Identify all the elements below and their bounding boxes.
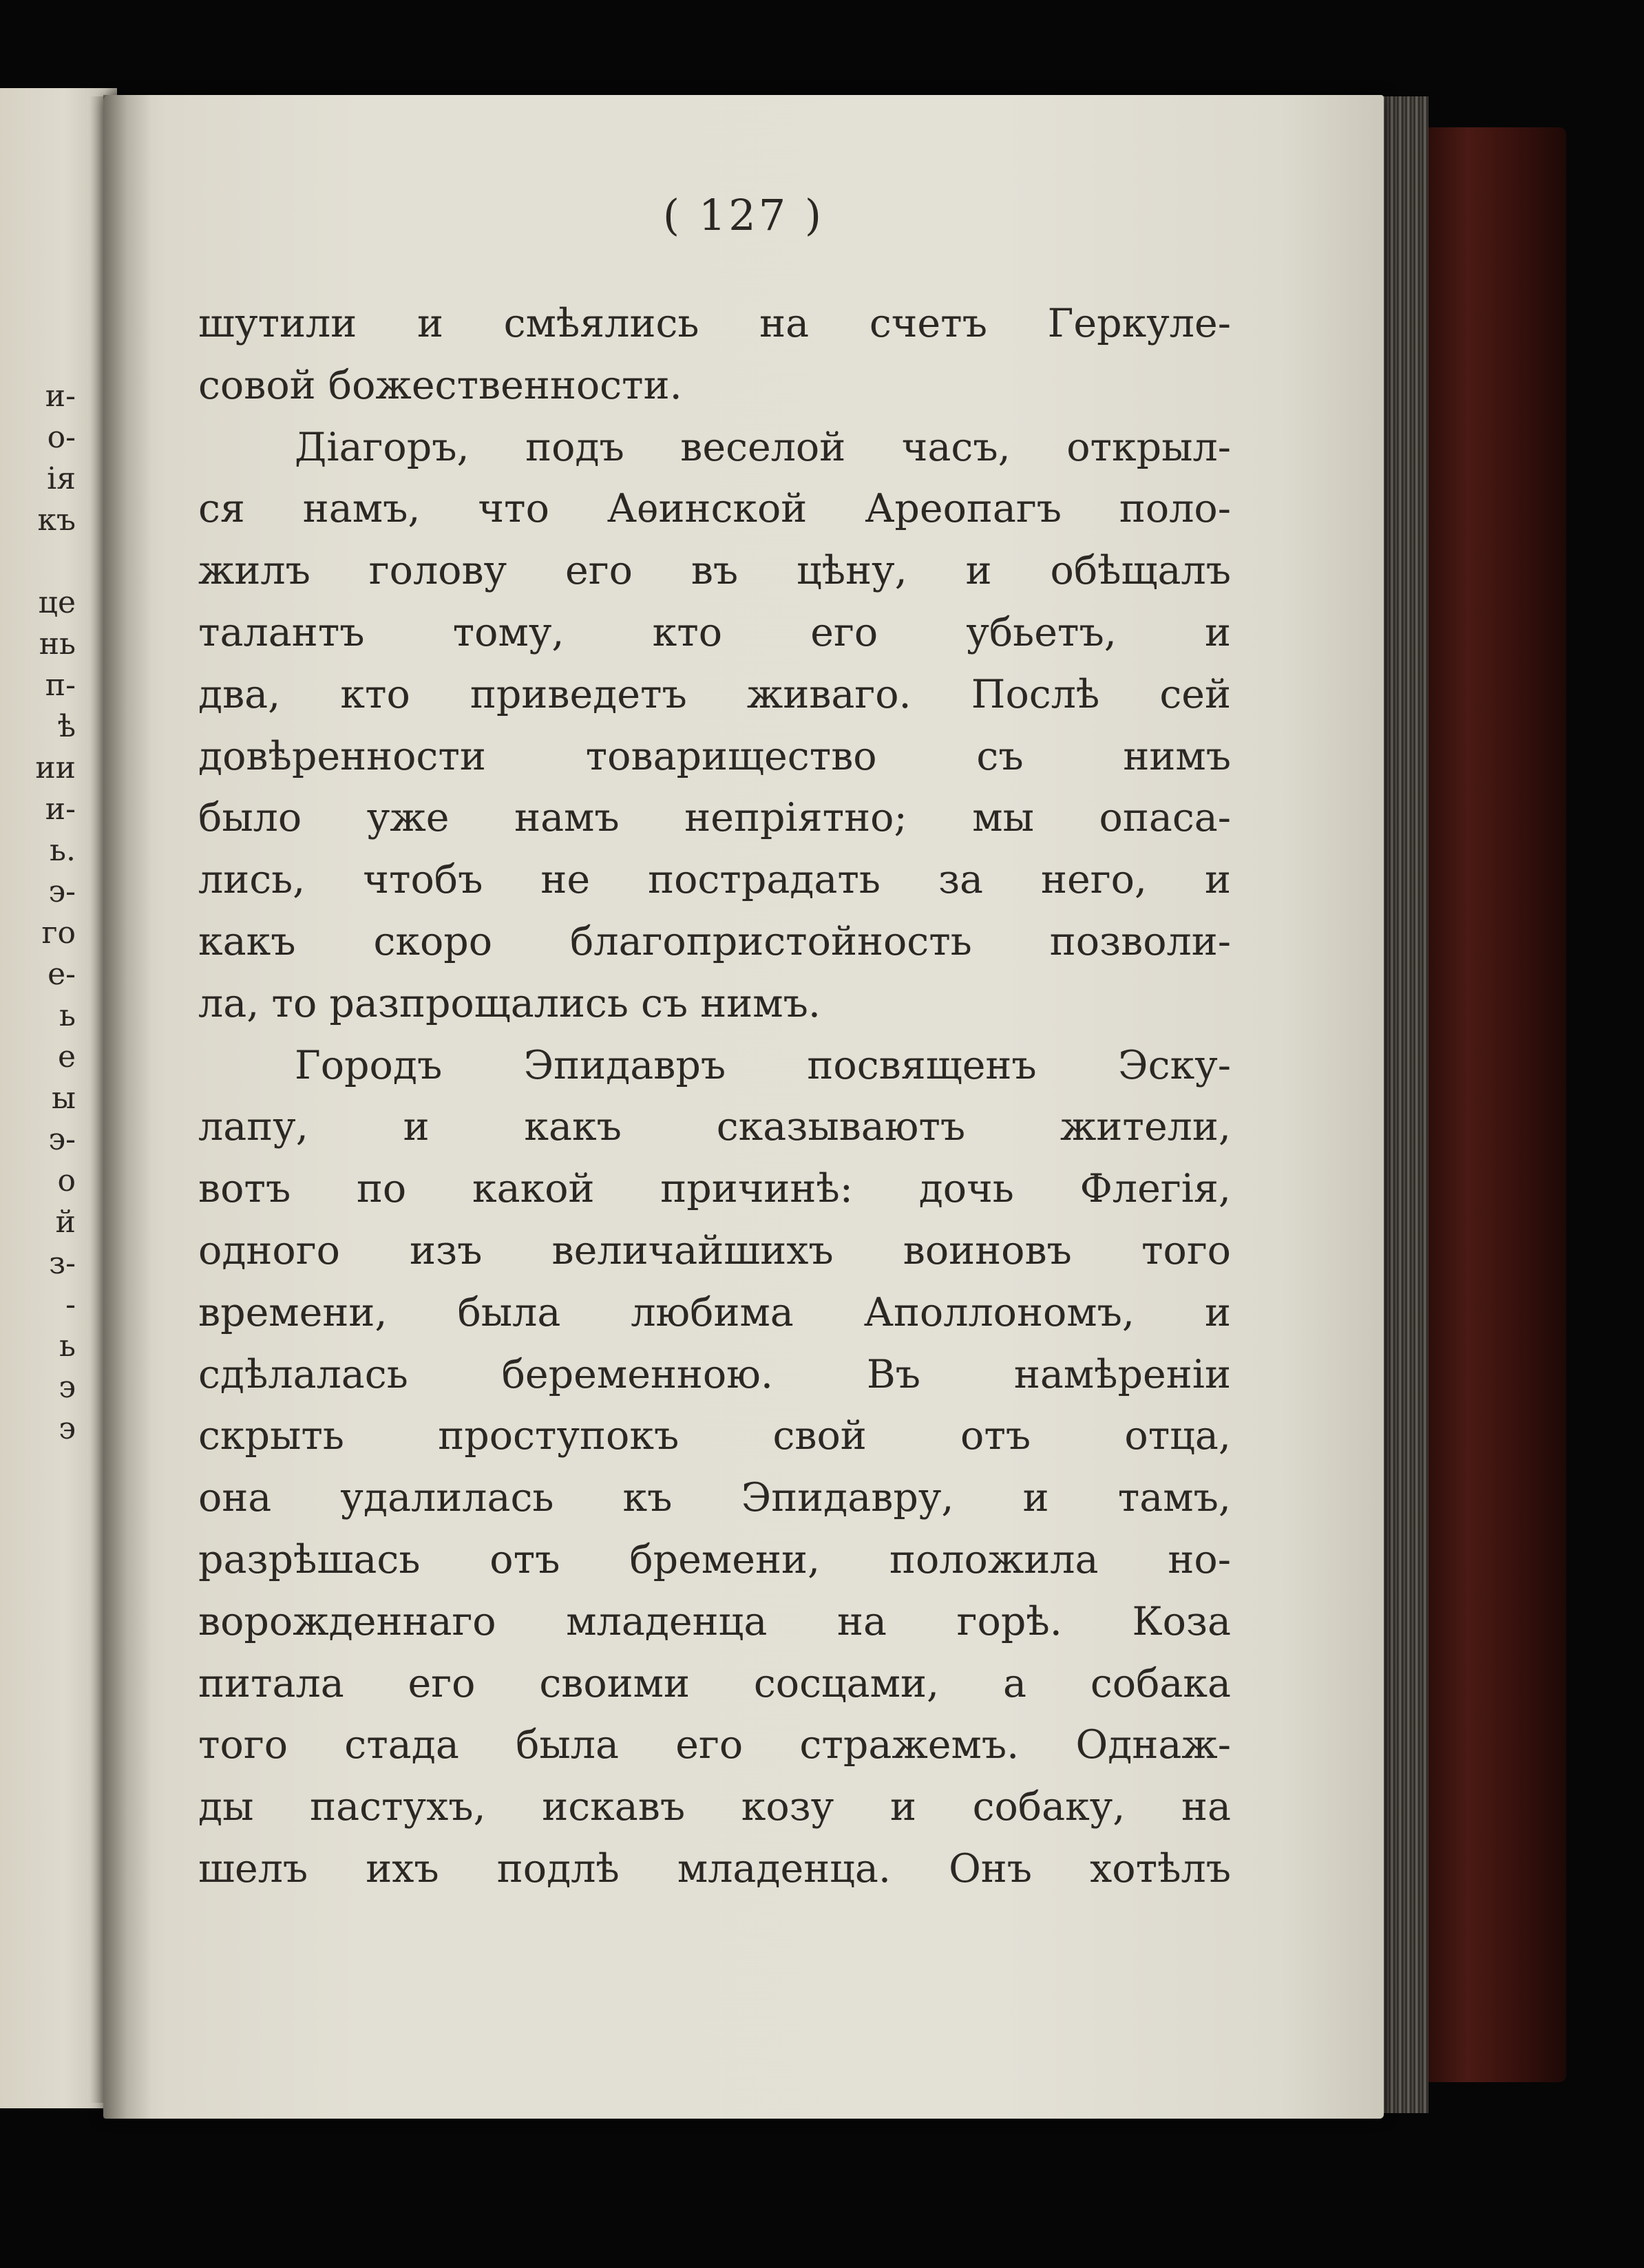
previous-page-line-fragment: къ <box>37 502 76 538</box>
previous-page-line-fragment: и- <box>45 379 76 414</box>
previous-page-line-fragment: ии <box>35 750 76 785</box>
previous-page-line-fragment: э- <box>48 1122 76 1157</box>
previous-page-line-fragment: нь <box>39 626 76 661</box>
text-line: довѣренности товарищество съ нимъ <box>198 733 1231 779</box>
text-line: одного изъ величайшихъ воиновъ того <box>198 1227 1231 1273</box>
previous-page-line-fragment: э <box>59 1370 76 1405</box>
previous-page-line-fragment: е- <box>48 957 76 992</box>
previous-page-line-fragment: э- <box>48 874 76 909</box>
text-line: какъ скоро благопристойность позволи- <box>198 918 1231 964</box>
text-line: скрыть проступокъ свой отъ отца, <box>198 1413 1231 1459</box>
text-line: два, кто приведетъ живаго. Послѣ сей <box>198 671 1231 717</box>
body-text <box>198 293 1231 1900</box>
text-line: жилъ голову его въ цѣну, и обѣщалъ <box>198 548 1231 594</box>
previous-page-line-fragment: з- <box>49 1246 76 1281</box>
text-line: Городъ Эпидавръ посвященъ Эску- <box>295 1042 1231 1088</box>
text-line: она удалилась къ Эпидавру, и тамъ, <box>198 1475 1231 1521</box>
text-line: разрѣшась отъ бремени, положила но- <box>198 1536 1231 1582</box>
text-line: ворожденнаго младенца на горѣ. Коза <box>198 1598 1231 1644</box>
previous-page-line-fragment: е <box>57 1039 76 1074</box>
page-number: ( 127 ) <box>662 190 825 240</box>
previous-page-line-fragment: и- <box>45 792 76 827</box>
previous-page-line-fragment: - <box>65 1287 76 1322</box>
text-line: вотъ по какой причинѣ: дочь Флегія, <box>198 1166 1231 1212</box>
text-line: было уже намъ непріятно; мы опаса- <box>198 795 1231 841</box>
text-line: ла, то разпрощались съ нимъ. <box>198 980 821 1026</box>
current-page <box>103 95 1384 2119</box>
text-line: совой божественности. <box>198 362 682 408</box>
previous-page-line-fragment: о- <box>47 420 76 455</box>
text-line: времени, была любима Аполлономъ, и <box>198 1289 1231 1335</box>
text-line: шутили и смѣялись на счетъ Геркуле- <box>198 301 1231 346</box>
previous-page-line-fragment: го <box>41 915 76 951</box>
text-line: Діагоръ, подъ веселой часъ, открыл- <box>295 424 1231 470</box>
text-line: лись, чтобъ не пострадать за него, и <box>198 857 1231 903</box>
previous-page-line-fragment: п- <box>45 668 76 703</box>
previous-page-line-fragment: ѣ <box>57 709 76 744</box>
previous-page-line-fragment: ь <box>59 998 76 1033</box>
previous-page-line-fragment: ія <box>47 461 76 496</box>
text-line: лапу, и какъ сказываютъ жители, <box>198 1104 1231 1150</box>
text-line: ся намъ, что Аѳинской Ареопагъ поло- <box>198 486 1231 532</box>
text-line: сдѣлалась беременною. Въ намѣреніи <box>198 1351 1231 1397</box>
text-line: шелъ ихъ подлѣ младенца. Онъ хотѣлъ <box>198 1845 1231 1891</box>
gutter-shadow <box>103 95 151 2119</box>
previous-page-line-fragment: о <box>57 1163 76 1198</box>
previous-page-line-fragment: ы <box>51 1081 76 1116</box>
previous-page-line-fragment: э <box>59 1411 76 1446</box>
previous-page-line-fragment: ь. <box>50 833 76 868</box>
previous-page-line-fragment: це <box>38 585 76 620</box>
text-line: ды пастухъ, искавъ козу и собаку, на <box>198 1784 1231 1830</box>
text-line: талантъ тому, кто его убьетъ, и <box>198 609 1231 655</box>
text-line: того стада была его стражемъ. Однаж- <box>198 1722 1231 1768</box>
previous-page-text <box>0 376 76 1450</box>
text-line: питала его своими сосцами, а собака <box>198 1660 1231 1706</box>
previous-page-line-fragment: й <box>55 1205 76 1240</box>
previous-page-line-fragment <box>0 541 76 582</box>
book-cover-edge <box>1425 127 1566 2082</box>
previous-page-line-fragment: ь <box>59 1328 76 1364</box>
